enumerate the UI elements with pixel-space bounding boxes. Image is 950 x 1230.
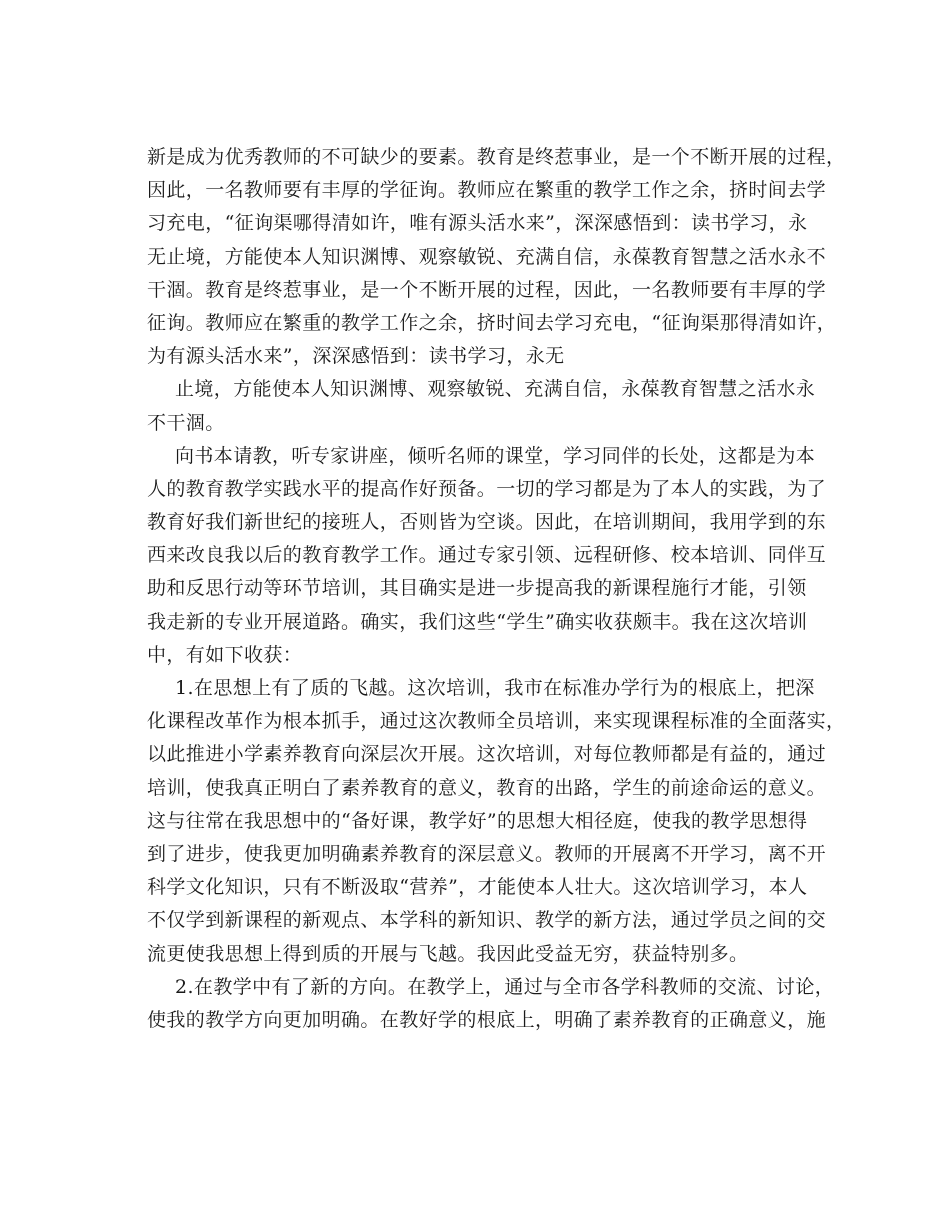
text-line: 中，有如下收获： xyxy=(147,643,303,666)
text-line: 不仅学到新课程的新观点、本学科的新知识、教学的新方法，通过学员之间的交 xyxy=(147,909,827,932)
paragraph-start: 1.在思想上有了质的飞越。这次培训，我市在标准办学行为的根底上，把深 xyxy=(175,677,815,699)
text-line: 使我的教学方向更加明确。在教好学的根底上，明确了素养教育的正确意义，施 xyxy=(147,1008,827,1031)
text-line: 征询。教师应在繁重的教学工作之余，挤时间去学习充电，“征询渠那得清如许， xyxy=(147,311,837,334)
text-line: 为有源头活水来”，深深感悟到：读书学习，永无 xyxy=(147,345,565,368)
text-line: 到了进步，使我更加明确素养教育的深层意义。教师的开展离不开学习，离不开 xyxy=(147,842,827,865)
text-line: 西来改良我以后的教育教学工作。通过专家引领、远程研修、校本培训、同伴互 xyxy=(147,544,827,567)
text-line: 不干涸。 xyxy=(147,411,225,434)
text-line: 人的教育教学实践水平的提高作好预备。一切的学习都是为了本人的实践，为了 xyxy=(147,477,827,500)
text-line: 习充电，“征询渠哪得清如许，唯有源头活水来”，深深感悟到：读书学习，永 xyxy=(147,212,808,235)
text-line: 助和反思行动等环节培训，其目确实是进一步提高我的新课程施行才能，引领 xyxy=(147,577,807,600)
paragraph-start: 向书本请教，听专家讲座，倾听名师的课堂，学习同伴的长处，这都是为本 xyxy=(175,444,816,467)
document-body xyxy=(147,141,846,1037)
text-line: 止境，方能使本人知识渊博、观察敏锐、充满自信，永葆教育智慧之活水永 xyxy=(175,378,816,401)
text-line: 新是成为优秀教师的不可缺少的要素。教育是终惹事业，是一个不断开展的过程， xyxy=(147,146,846,168)
text-line: 培训，使我真正明白了素养教育的意义，教育的出路，学生的前途命运的意义。 xyxy=(147,776,827,799)
text-line: 教育好我们新世纪的接班人，否则皆为空谈。因此，在培训期间，我用学到的东 xyxy=(147,511,827,534)
text-line: 因此，一名教师要有丰厚的学征询。教师应在繁重的教学工作之余，挤时间去学 xyxy=(147,179,827,202)
text-line: 干涸。教育是终惹事业，是一个不断开展的过程，因此，一名教师要有丰厚的学 xyxy=(147,278,827,301)
text-line: 这与往常在我思想中的“备好课，教学好”的思想大相径庭，使我的教学思想得 xyxy=(147,809,808,832)
text-line: 以此推进小学素养教育向深层次开展。这次培训，对每位教师都是有益的，通过 xyxy=(147,743,827,766)
text-line: 我走新的专业开展道路。确实，我们这些“学生”确实收获颇丰。我在这次培训 xyxy=(147,610,808,633)
text-line: 流更使我思想上得到质的开展与飞越。我因此受益无穷，获益特别多。 xyxy=(147,942,749,965)
text-line: 无止境，方能使本人知识渊博、观察敏锐、充满自信，永葆教育智慧之活水永不 xyxy=(147,245,827,268)
text-line: 科学文化知识，只有不断汲取“营养”，才能使本人壮大。这次培训学习，本人 xyxy=(147,876,808,899)
paragraph-start: 2.在教学中有了新的方向。在教学上，通过与全市各学科教师的交流、讨论， xyxy=(175,975,835,998)
text-line: 化课程改革作为根本抓手，通过这次教师全员培训，来实现课程标准的全面落实， xyxy=(147,710,846,733)
